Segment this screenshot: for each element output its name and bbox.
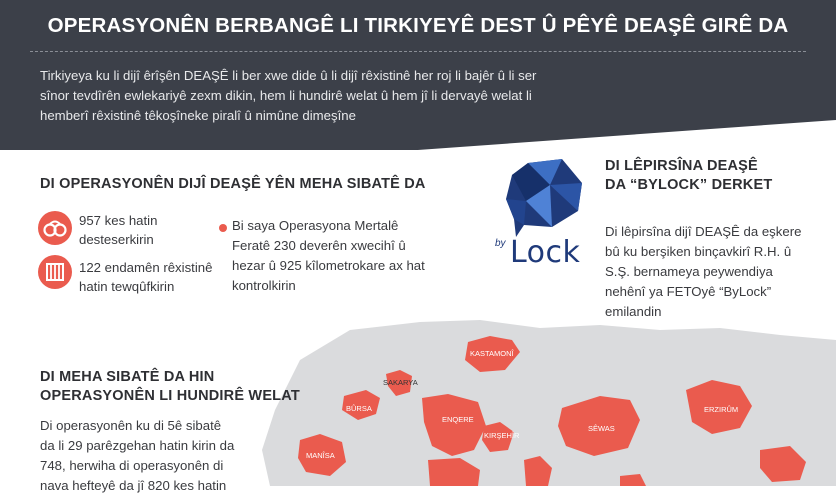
body-line: bû ku berşiken binçavkirî R.H. û [605,244,792,259]
body-line: nehênî ya FETOyê “ByLock” [605,284,772,299]
title-line: DI LÊPIRSÎNA DEAŞÊ [605,158,758,174]
stat-detained [79,211,157,249]
bullet-dot [219,224,227,232]
body-line: nava hefteyê da jî 820 kes hatin [40,478,227,493]
body-line: da li 29 parêzgehan hatin kirin da [40,438,235,453]
body-line: Di operasyonên ku di 5ê sibatê [40,418,222,433]
city-label: ERZIRÛM [704,405,739,414]
section-title-bylock [605,157,772,195]
section-title-feb-operations: DI OPERASYONÊN DIJÎ DEAŞÊ YÊN MEHA SIBATÊ DA [40,176,426,192]
city-label: MANÎSA [306,451,335,460]
city-label: BÛRSA [346,404,372,413]
body-line: emilandin [605,304,662,319]
logo-by-text: by [495,238,506,249]
intro-line: hemberî rêxistinê têkoşîneke piralî û nimûne dimeşîne [40,108,356,123]
stat-line: 957 kes hatin [79,213,158,228]
city-label: ENQERE [442,415,474,424]
title-line: OPERASYONÊN LI HUNDIRÊ WELAT [40,388,300,404]
intro-text [40,66,600,126]
bullet-line: kontrolkirin [232,278,296,293]
stat-line: hatin tewqûfkirin [79,279,175,294]
section-title-domestic [40,368,300,406]
title-line: DI MEHA SIBATÊ DA HIN [40,369,215,385]
intro-line: sînor tevdîrên ewlekariyê zexm dikin, hem li hundirê welat û hem jî li dervayê welat li [40,88,532,103]
intro-line: Tirkiyeya ku li dijî êrîşên DEAŞÊ li ber xwe dide û li dijî rêxistinê her roj li bajêr û li ser [40,68,537,83]
body-line: Di lêpirsîna dijî DEAŞÊ da eşkere [605,224,802,239]
body-line: S.Ş. bernameya peywendiya [605,264,773,279]
page-title: OPERASYONÊN BERBANGÊ LI TIRKIYEYÊ DEST Û PÊYÊ DEAŞÊ GIRÊ DA [47,14,789,37]
handcuffs-icon [38,211,72,245]
body-line: 748, herwiha di operasyonên di [40,458,224,473]
title-line: DA “BYLOCK” DERKET [605,177,773,193]
city-label: KIRŞEHÎR [484,431,520,440]
bullet-line: hezar û 925 kîlometrokare ax hat [232,258,425,273]
prison-bars-icon [38,255,72,289]
stat-line: desteserkirin [79,232,154,247]
title-divider [30,51,806,52]
euphrates-shield-text [232,216,425,296]
city-label: SÊWAS [588,424,615,433]
bylock-body [605,222,801,322]
city-label: SAKARYA [383,378,418,387]
city-label: KASTAMONÎ [470,349,514,358]
bullet-line: Bi saya Operasyona Mertalê [232,218,399,233]
logo-word: Lock [510,235,581,270]
domestic-body [40,416,234,496]
stat-arrested [79,258,212,296]
stat-line: 122 endamên rêxistinê [79,260,213,275]
bullet-line: Feratê 230 deverên xwecihî û [232,238,406,253]
